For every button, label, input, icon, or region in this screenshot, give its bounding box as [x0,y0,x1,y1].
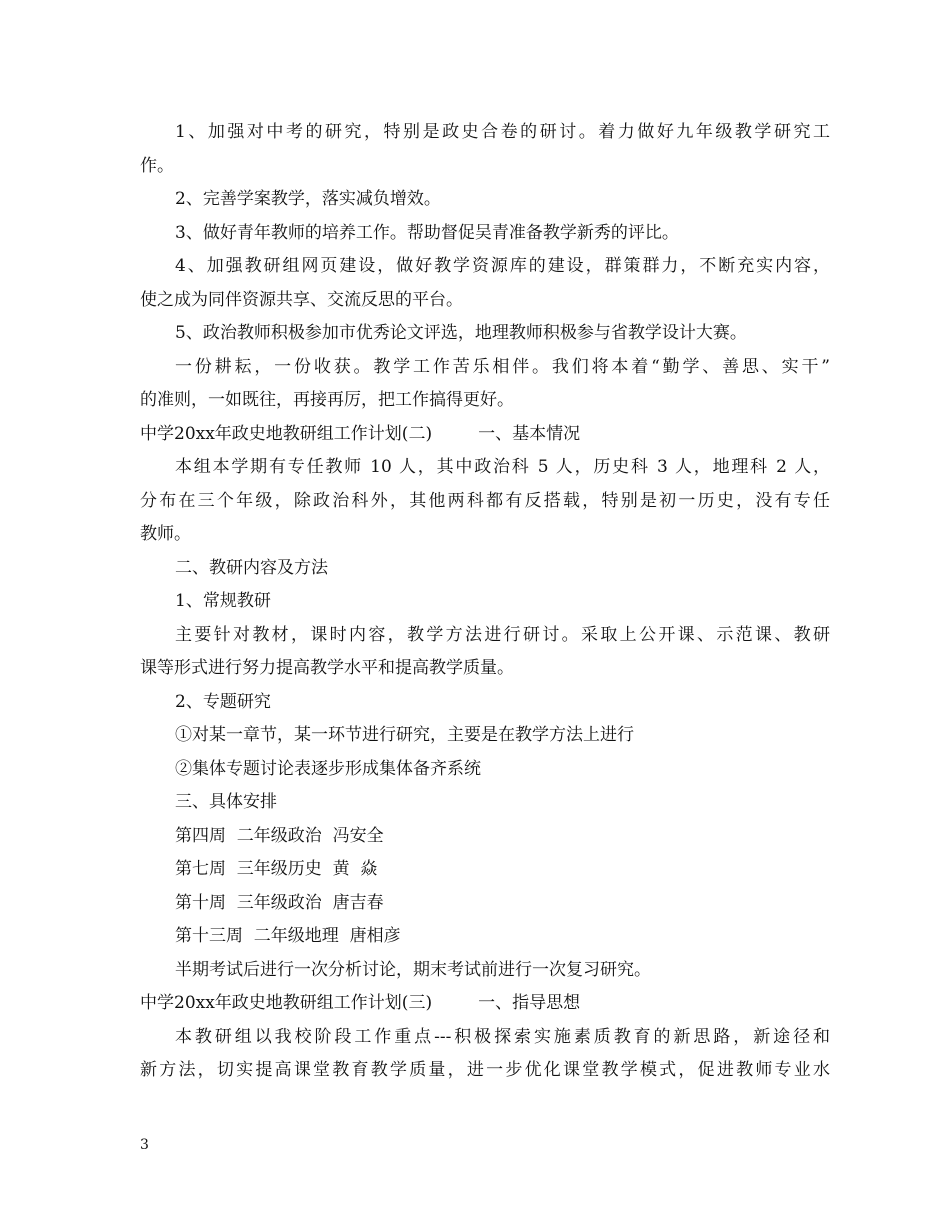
paragraph-line: 5、政治教师积极参加市优秀论文评选，地理教师积极参与省教学设计大赛。 [175,323,747,343]
schedule-item: 第十三周 二年级地理 唐相彦 [175,926,401,946]
schedule-item: 第四周 二年级政治 冯安全 [175,825,384,846]
paragraph-line: 使之成为同伴资源共享、交流反思的平台。 [140,289,463,310]
paragraph-line: 教师。 [140,524,191,544]
section-heading: 一、指导思想 [478,993,581,1013]
paragraph-line: 1、加强对中考的研究，特别是政史合卷的研讨。着力做好九年级教学研究工 [175,122,830,142]
subsection-heading: 2、专题研究 [175,691,271,712]
paragraph-line: 课等形式进行努力提高教学水平和提高教学质量。 [140,658,514,678]
paragraph-line: 4、加强教研组网页建设，做好教学资源库的建设，群策群力，不断充实内容， [175,256,830,276]
section-heading: 三、具体安排 [175,792,277,812]
page-number: 3 [140,1137,149,1153]
list-item: ②集体专题讨论表逐步形成集体备齐系统 [175,758,481,779]
section-heading-line [140,987,830,1021]
subsection-heading: 1、常规教研 [175,591,271,611]
paragraph-line: 3、做好青年教师的培养工作。帮助督促吴青准备教学新秀的评比。 [175,222,679,243]
plan-title: 中学20xx年政史地教研组工作计划(三) [140,993,433,1013]
paragraph-line: 主要针对教材，课时内容，教学方法进行研讨。采取上公开课、示范课、教研 [175,624,830,645]
paragraph-line: 2、完善学案教学，落实减负增效。 [175,189,441,209]
paragraph-line: 作。 [140,155,174,176]
section-heading: 一、基本情况 [478,423,581,444]
plan-title: 中学20xx年政史地教研组工作计划(二) [140,423,433,444]
section-heading-line [140,418,830,452]
list-item: ①对某一章节，某一环节进行研究，主要是在教学方法上进行 [175,725,634,745]
document-body [140,116,830,1088]
paragraph-line: 的准则，一如既往，再接再厉，把工作搞得更好。 [140,390,514,410]
paragraph-line: 分布在三个年级，除政治科外，其他两科都有反搭载，特别是初一历史，没有专任 [140,490,830,511]
paragraph-line: 本组本学期有专任教师 10 人，其中政治科 5 人，历史科 3 人，地理科 2 人， [175,457,830,477]
paragraph-line: 新方法，切实提高课堂教育教学质量，进一步优化课堂教学模式，促进教师专业水 [140,1060,830,1080]
paragraph-line: 半期考试后进行一次分析讨论，期末考试前进行一次复习研究。 [175,959,651,980]
paragraph-line: 本教研组以我校阶段工作重点---积极探索实施素质教育的新思路，新途径和 [175,1026,830,1047]
paragraph-line: 一份耕耘，一份收获。教学工作苦乐相伴。我们将本着“勤学、善思、实干” [175,356,830,377]
schedule-item: 第十周 三年级政治 唐吉春 [175,892,384,913]
section-heading: 二、教研内容及方法 [175,557,328,578]
schedule-item: 第七周 三年级历史 黄 焱 [175,859,378,879]
